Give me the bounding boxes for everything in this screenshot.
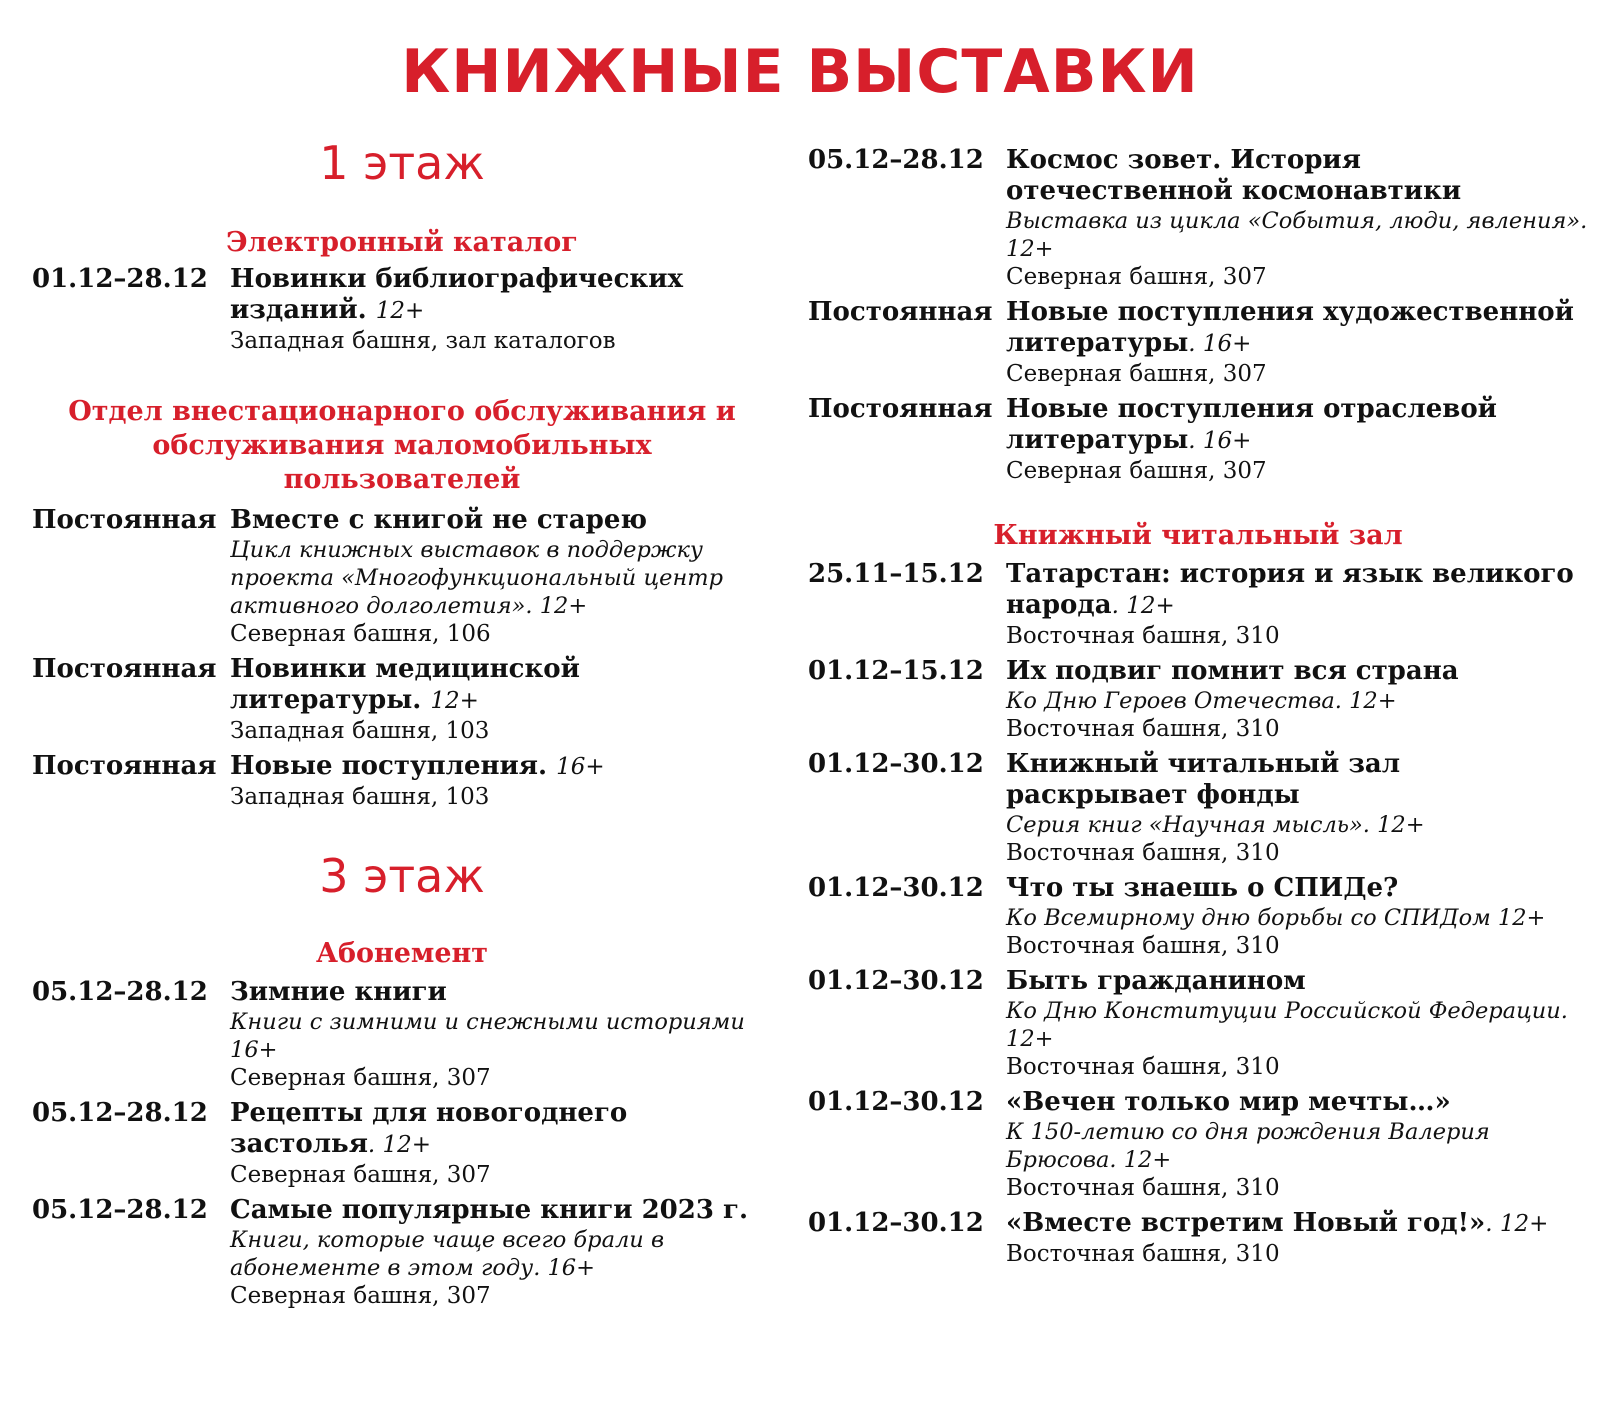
entry-title: «Вместе встретим Новый год!». 12+ xyxy=(1006,1208,1549,1238)
section-subscription-heading: Абонемент xyxy=(315,938,489,969)
exhibition-entry xyxy=(808,297,1588,388)
entry-title: Что ты знаешь о СПИДе? xyxy=(1006,873,1399,903)
exhibition-entry xyxy=(808,559,1588,650)
entry-title: Вместе с книгой не старею xyxy=(230,505,648,535)
entry-title: Зимние книги xyxy=(230,977,447,1007)
entry-location: Восточная башня, 310 xyxy=(1006,1054,1280,1080)
exhibition-entry xyxy=(808,873,1588,960)
entry-location: Северная башня, 307 xyxy=(230,1065,491,1091)
entry-location: Северная башня, 307 xyxy=(1006,458,1267,484)
exhibition-entry xyxy=(808,966,1588,1081)
entry-title: Их подвиг помнит вся страна xyxy=(1006,656,1459,686)
age-rating: . 16+ xyxy=(1188,331,1252,357)
entry-date: 25.11–15.12 xyxy=(808,559,984,589)
entry-title: Рецепты для новогоднего застолья. 12+ xyxy=(230,1098,628,1159)
age-rating: 12+ xyxy=(375,298,425,324)
entry-date: 01.12–30.12 xyxy=(808,1087,984,1117)
exhibition-entry xyxy=(808,1087,1588,1202)
section-reading-hall-heading: Книжный читальный зал xyxy=(993,520,1403,551)
page-title: КНИЖНЫЕ ВЫСТАВКИ xyxy=(401,37,1199,107)
entry-date: 01.12–30.12 xyxy=(808,1208,984,1238)
entry-description: Книги, которые чаще всего брали в абонементе в этом году. 16+ xyxy=(230,1227,665,1281)
exhibition-entry xyxy=(808,749,1588,867)
exhibition-entry xyxy=(808,656,1588,743)
entry-date: 05.12–28.12 xyxy=(808,145,984,175)
entry-title: Новые поступления отраслевой литературы. 16+ xyxy=(1006,394,1497,455)
entry-date: 01.12–30.12 xyxy=(808,966,984,996)
entry-location: Восточная башня, 310 xyxy=(1006,623,1280,649)
entry-description: К 150-летию со дня рождения Валерия Брюсова. 12+ xyxy=(1006,1119,1490,1173)
section-outreach-heading: Отдел внестационарного обслуживания и обслуживания маломобильных пользователей xyxy=(68,396,736,495)
exhibition-entry xyxy=(32,654,772,745)
entry-date: 01.12–15.12 xyxy=(808,656,984,686)
entry-location: Северная башня, 307 xyxy=(1006,361,1267,387)
entry-date: 01.12–28.12 xyxy=(32,264,208,294)
age-rating: . 16+ xyxy=(1188,428,1252,454)
entry-location: Западная башня, 103 xyxy=(230,784,490,810)
left-column xyxy=(32,0,772,1310)
age-rating: . 12+ xyxy=(367,1132,432,1158)
entry-date: 01.12–30.12 xyxy=(808,749,984,779)
entry-location: Северная башня, 307 xyxy=(1006,264,1267,290)
entry-title: Татарстан: история и язык великого народа. 12+ xyxy=(1006,559,1574,620)
entry-location: Северная башня, 307 xyxy=(230,1162,491,1188)
exhibition-entry xyxy=(32,1098,772,1189)
entry-location: Западная башня, 103 xyxy=(230,718,490,744)
entry-location: Восточная башня, 310 xyxy=(1006,1175,1280,1201)
entry-date: 01.12–30.12 xyxy=(808,873,984,903)
exhibition-entry xyxy=(32,977,772,1092)
exhibition-entry xyxy=(32,505,772,648)
floor-3-heading: 3 этаж xyxy=(319,849,485,903)
exhibition-entry xyxy=(808,394,1588,485)
entry-date: Постоянная xyxy=(808,394,993,424)
age-rating: 16+ xyxy=(556,754,605,780)
entry-date: Постоянная xyxy=(32,654,217,684)
section-catalog-heading: Электронный каталог xyxy=(226,227,578,258)
entry-title: Быть гражданином xyxy=(1006,966,1306,996)
exhibition-entry xyxy=(32,264,772,355)
entry-date: 05.12–28.12 xyxy=(32,1195,208,1225)
entry-title: Новые поступления. 16+ xyxy=(230,751,605,781)
age-rating: . 12+ xyxy=(1111,593,1175,619)
entry-location: Северная башня, 106 xyxy=(230,621,491,647)
entry-title: «Вечен только мир мечты…» xyxy=(1006,1087,1451,1117)
entry-title: Новые поступления художественной литературы. 16+ xyxy=(1006,297,1574,358)
entry-date: 05.12–28.12 xyxy=(32,977,208,1007)
entry-description: Цикл книжных выставок в поддержку проекта «Многофункциональный центр активного долголетия». 12+ xyxy=(230,537,724,619)
entry-title: Новинки библиографических изданий. 12+ xyxy=(230,264,683,325)
entry-location: Северная башня, 307 xyxy=(230,1283,491,1309)
entry-description: Книги с зимними и снежными историями 16+ xyxy=(230,1009,745,1063)
exhibition-entry xyxy=(808,1208,1588,1268)
age-rating: . 12+ xyxy=(1485,1211,1549,1237)
entry-title: Самые популярные книги 2023 г. xyxy=(230,1195,748,1225)
floor-1-heading: 1 этаж xyxy=(319,136,485,190)
entry-date: Постоянная xyxy=(32,505,217,535)
entry-description: Ко Дню Героев Отечества. 12+ xyxy=(1006,688,1397,714)
exhibition-entry xyxy=(32,751,772,811)
entry-title: Космос зовет. История отечественной космонавтики xyxy=(1006,145,1462,206)
entry-location: Восточная башня, 310 xyxy=(1006,840,1280,866)
entry-title: Книжный читальный зал раскрывает фонды xyxy=(1006,749,1401,810)
entry-date: Постоянная xyxy=(32,751,217,781)
entry-location: Восточная башня, 310 xyxy=(1006,716,1280,742)
entry-description: Ко Дню Конституции Российской Федерации. 12+ xyxy=(1006,998,1568,1052)
exhibition-entry xyxy=(32,1195,772,1310)
entry-location: Восточная башня, 310 xyxy=(1006,1241,1280,1267)
entry-location: Восточная башня, 310 xyxy=(1006,933,1280,959)
entry-date: 05.12–28.12 xyxy=(32,1098,208,1128)
age-rating: 12+ xyxy=(430,688,479,714)
entry-description: Серия книг «Научная мысль». 12+ xyxy=(1006,812,1425,838)
entry-description: Ко Всемирному дню борьбы со СПИДом 12+ xyxy=(1006,905,1546,931)
right-column xyxy=(808,0,1588,1268)
entry-date: Постоянная xyxy=(808,297,993,327)
entry-description: Выставка из цикла «События, люди, явления». 12+ xyxy=(1006,208,1588,262)
entry-title: Новинки медицинской литературы. 12+ xyxy=(230,654,580,715)
entry-location: Западная башня, зал каталогов xyxy=(230,328,616,354)
exhibition-entry xyxy=(808,145,1588,291)
